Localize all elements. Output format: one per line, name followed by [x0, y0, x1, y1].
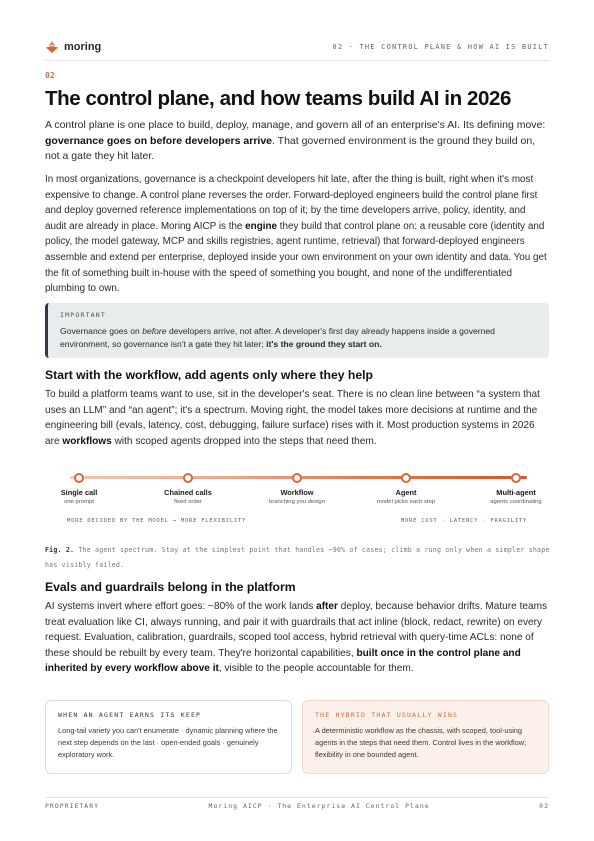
footer-left: PROPRIETARY — [45, 802, 100, 810]
callout-label: IMPORTANT — [60, 311, 107, 319]
callout-text — [60, 325, 537, 351]
page-header — [45, 36, 549, 58]
section2-text-3: , visible to the people accountable for them. — [218, 663, 414, 675]
caption-text: The agent spectrum. Stay at the simplest point that handles ~90% of cases; climb a rung only when a simpler shape has visibly failed. — [45, 546, 550, 569]
spectrum-axis-right: MORE COST · LATENCY · FRAGILITY — [400, 518, 527, 524]
card-label: WHEN AN AGENT EARNS ITS KEEP — [58, 711, 202, 719]
spectrum-node-multi-agent — [511, 473, 521, 483]
agent-spectrum-diagram — [45, 470, 549, 530]
section2-emphasis-1: after — [316, 601, 338, 612]
spectrum-label-workflow — [247, 488, 347, 505]
card-when-agent-earns-keep — [45, 700, 292, 774]
brand-logo[interactable] — [45, 41, 101, 53]
spectrum-node-chained-calls — [183, 473, 193, 483]
header-divider — [45, 60, 549, 61]
page-title: The control plane, and how teams build AI in 2026 — [45, 87, 512, 110]
spectrum-name: Chained calls — [164, 488, 212, 497]
spectrum-node-agent — [401, 473, 411, 483]
spectrum-label-agent — [356, 488, 456, 505]
spectrum-name: Workflow — [280, 488, 314, 497]
card-text: A deterministic workflow as the chassis, with scoped, tool-using agents in the steps that need them. Control lives in the workflow; flexibility in one bounded agent. — [315, 726, 527, 759]
section-running-title: 02 · THE CONTROL PLANE & HOW AI IS BUILT — [332, 43, 549, 51]
figure-caption — [45, 543, 554, 573]
spectrum-sub: model picks each step — [376, 499, 436, 505]
body-paragraph-control-plane — [45, 172, 549, 297]
callout-text-2: developers arrive, not after. A developer's first day already happens inside a governed environment, so governance isn't a gate they hit later; — [60, 326, 495, 349]
spectrum-axis-left: MORE DECIDED BY THE MODEL → MORE FLEXIBILITY — [67, 518, 246, 524]
spectrum-name: Multi-agent — [496, 488, 536, 497]
card-hybrid-usually-wins — [302, 700, 549, 774]
spectrum-node-workflow — [292, 473, 302, 483]
workflow-paragraph — [45, 387, 549, 449]
spectrum-sub: one prompt — [64, 499, 94, 505]
para2-text-1: In most organizations, governance is a checkpoint developers hit late, after the thing is built, right when it's most expensive to change. A control plane reverses the order. Forward-deployed engineers build the control plane first and deploy governed reference implementations on top of it; by the time developers arrive, policy, identity, and audit are already in place. Moring AICP is the — [45, 174, 538, 232]
card-text: Long-tail variety you can't enumerate · dynamic planning where the next step depends on the last · open-ended goals · genuinely exploratory work. — [58, 726, 278, 759]
intro-emphasis: governance goes on before developers arrive — [45, 134, 273, 147]
important-callout — [45, 303, 549, 358]
intro-paragraph — [45, 118, 549, 165]
section-number: 02 — [45, 71, 55, 80]
footer-divider — [45, 797, 549, 798]
spectrum-name: Single call — [60, 488, 98, 497]
spectrum-label-chained-calls — [138, 488, 238, 505]
spectrum-label-multi-agent — [466, 488, 566, 505]
para2-emphasis: engine — [245, 220, 277, 232]
callout-italic: before — [142, 326, 167, 336]
section2-emphasis-2: built once in the control plane and inherited by every workflow above it — [45, 647, 521, 675]
spectrum-sub: fixed order — [174, 499, 202, 505]
section2-text-2: deploy, because behavior drifts. Mature teams treat evaluation like CI, always running, and pair it with guardrails that act inline (block, redact, rewrite) on every request. Evaluation, calibration, guardrails, scoped tool access, hybrid retrieval with query-time ACLs: none of these should be rebuilt by every team. They're horizontal capabilities, — [45, 601, 548, 659]
callout-emphasis: it's the ground they start on. — [266, 339, 382, 349]
intro-text-2: . That governed environment is the ground they build on, not a gate they hit later. — [45, 134, 536, 163]
brand-name: moring — [64, 41, 102, 53]
page-footer — [45, 802, 549, 810]
intro-text-1: A control plane is one place to build, deploy, manage, and govern all of an enterprise's AI. Its defining move: — [45, 119, 546, 131]
section2-text-1: AI systems invert where effort goes: ~80% of the work lands — [45, 601, 317, 612]
spectrum-label-single-call — [29, 488, 129, 505]
callout-text-1: Governance goes on — [60, 326, 143, 336]
card-label: THE HYBRID THAT USUALLY WINS — [315, 711, 459, 719]
page-number: 02 — [539, 802, 549, 810]
spectrum-sub: branching you design — [268, 499, 325, 505]
footer-center: Moring AICP · The Enterprise AI Control Plane — [208, 802, 430, 810]
section1-text-2: with scoped agents dropped into the steps that need them. — [111, 435, 377, 447]
spectrum-node-single-call — [74, 473, 84, 483]
section-heading-workflow: Start with the workflow, add agents only where they help — [45, 368, 373, 382]
caption-label: Fig. 2. — [45, 546, 75, 554]
section-heading-evals: Evals and guardrails belong in the platform — [45, 580, 296, 594]
moring-logo-icon — [45, 41, 59, 53]
para2-text-2: they build that control plane on: a reusable core (identity and policy, the model gateway, MCP and skills registries, agent runtime, retrieval) that forward-deployed engineers assemble and extend per enterprise, deployed inside your own environment on your own identity and data. You get the fit of something built in-house with the speed of something you bought, and none of the undifferentiated plumbing to own. — [45, 220, 547, 295]
spectrum-sub: agents coordinating — [490, 499, 542, 505]
evals-paragraph — [45, 599, 549, 677]
spectrum-name: Agent — [395, 488, 417, 497]
section1-text-1: To build a platform teams want to use, sit in the developer's seat. There is no clean line between “a system that uses an LLM” and “an agent”; it's a spectrum. Moving right, the model takes more decisions at runtime and the engineering bill (evals, latency, cost, debugging, failure surface) rises with it. Most production systems in 2026 are — [45, 389, 540, 447]
section1-emphasis: workflows — [62, 435, 112, 447]
